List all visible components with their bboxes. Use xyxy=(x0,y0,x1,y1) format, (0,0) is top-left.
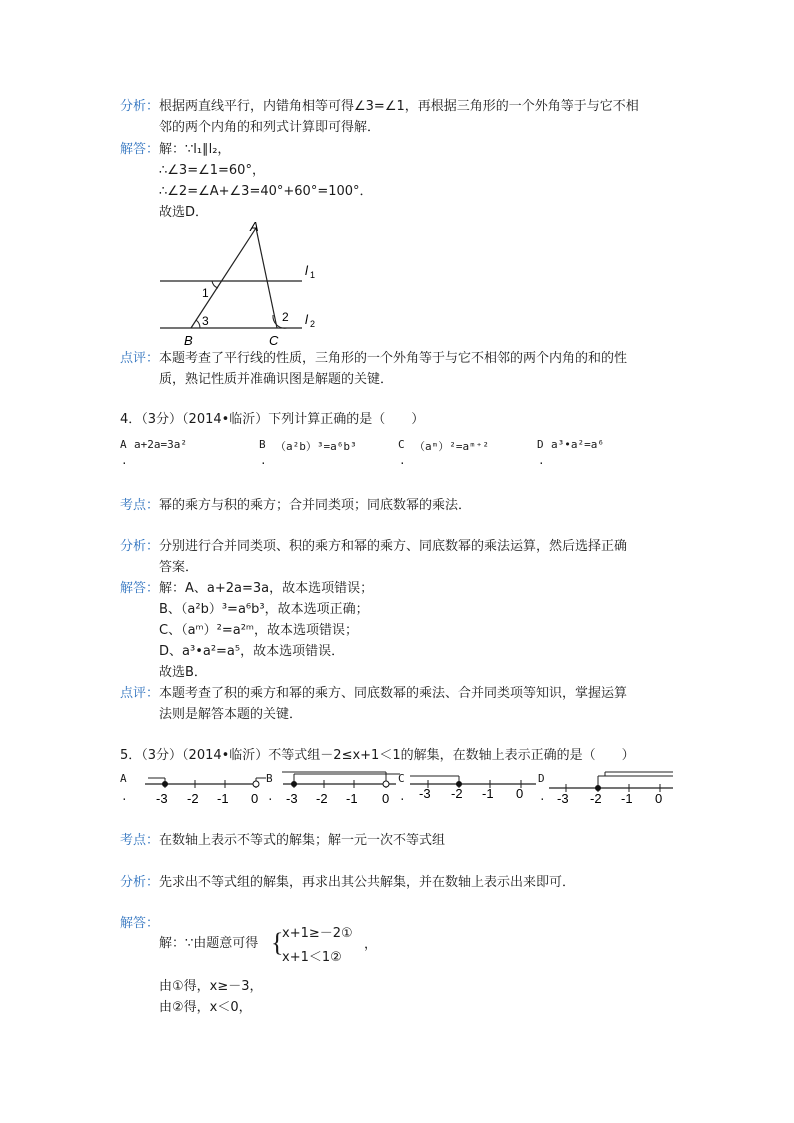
q5-option-b-number-line xyxy=(278,770,402,806)
solution-label: 解答： xyxy=(120,916,160,931)
q4-option-a-text: a+2a=3a² xyxy=(134,438,187,451)
analysis-label: 分析： xyxy=(120,875,160,890)
comment-label: 点评： xyxy=(120,686,160,701)
comment-label: 点评： xyxy=(120,351,160,366)
q5-option-b-dot: . xyxy=(267,790,274,803)
tick-label-neg2: -2 xyxy=(451,786,463,801)
tick-label-neg1: -1 xyxy=(346,791,358,806)
vertex-c-label: C xyxy=(269,333,279,348)
vertex-a-label: A xyxy=(250,219,259,234)
question-5-stem: 5．（3分）（2014•临沂）不等式组－2≤x+1＜1的解集，在数轴上表示正确的是（ ） xyxy=(120,748,635,763)
tick-label-neg1: -1 xyxy=(217,791,229,806)
tick-label-neg1: -1 xyxy=(482,786,494,801)
solution-line1: 解：A、a+2a=3a，故本选项错误； xyxy=(159,581,374,596)
q5-option-b-letter: B xyxy=(266,772,273,785)
comment-line2: 法则是解答本题的关键． xyxy=(159,707,303,722)
comment-line1: 本题考查了积的乘方和幂的乘方、同底数幂的乘法、合并同类项等知识，掌握运算 xyxy=(159,686,628,701)
tick-label-0: 0 xyxy=(516,786,524,801)
parallel-lines-triangle-figure xyxy=(150,218,340,350)
solution-line2: B、（a²b）³=a⁶b³，故本选项正确； xyxy=(159,602,369,617)
solution-line1: 解：∵l₁∥l₂， xyxy=(159,142,231,157)
tick-label-neg1: -1 xyxy=(621,791,633,806)
tick-label-0: 0 xyxy=(251,791,259,806)
q4-option-c-letter: C xyxy=(398,438,405,451)
system-inequality-2: x+1＜1② xyxy=(282,950,342,965)
line-l2-subscript: 2 xyxy=(310,319,316,329)
solution-line3: ∴∠2=∠A+∠3=40°+60°=100°． xyxy=(159,184,373,199)
q5-option-a-letter: A xyxy=(120,772,127,785)
analysis-text-line1: 根据两直线平行，内错角相等可得∠3=∠1，再根据三角形的一个外角等于与它不相 xyxy=(159,99,639,114)
solution-line3: C、（aᵐ）²=a²ᵐ，故本选项错误； xyxy=(159,623,359,638)
solution-line3: 由②得，x＜0， xyxy=(159,1000,252,1015)
vertex-b-label: B xyxy=(184,333,193,348)
solution-line5: 故选B． xyxy=(159,665,207,680)
q4-option-a-dot: . xyxy=(121,454,128,467)
q5-option-d-number-line xyxy=(545,770,675,806)
analysis-text: 先求出不等式组的解集，再求出其公共解集，并在数轴上表示出来即可． xyxy=(159,875,576,890)
q5-option-c-number-line xyxy=(406,770,540,806)
line-l1-label: l xyxy=(305,263,308,278)
tick-label-neg2: -2 xyxy=(316,791,328,806)
q5-option-c-letter: C xyxy=(398,772,405,785)
comment-line1: 本题考查了平行线的性质，三角形的一个外角等于与它不相邻的两个内角的和的性 xyxy=(159,351,628,366)
line-l1-subscript: 1 xyxy=(310,270,316,280)
question-4-stem: 4．（3分）（2014•临沂）下列计算正确的是（ ） xyxy=(120,412,425,427)
angle-1-label: 1 xyxy=(202,286,209,300)
solution-intro: 解：∵由题意可得 xyxy=(159,936,259,951)
angle-3-label: 3 xyxy=(202,314,209,328)
solution-line4: D、a³•a²=a⁵，故本选项错误． xyxy=(159,644,345,659)
analysis-label: 分析： xyxy=(120,539,160,554)
system-inequality-1: x+1≥－2① xyxy=(282,926,353,941)
q5-option-c-dot: . xyxy=(399,790,406,803)
solution-label: 解答： xyxy=(120,581,160,596)
system-comma: ， xyxy=(364,937,378,952)
tick-label-neg3: -3 xyxy=(557,791,569,806)
analysis-text-line2: 答案． xyxy=(159,560,199,575)
kaodian-label: 考点： xyxy=(120,498,160,513)
tick-label-neg3: -3 xyxy=(286,791,298,806)
solution-line2: 由①得，x≥－3， xyxy=(159,979,263,994)
q4-option-b-text: （a²b）³=a⁶b³ xyxy=(275,440,357,453)
q4-option-a-letter: A xyxy=(120,438,127,451)
tick-label-neg2: -2 xyxy=(590,791,602,806)
system-brace: { xyxy=(271,928,284,957)
angle-2-label: 2 xyxy=(282,310,289,324)
q5-option-d-dot: . xyxy=(539,790,546,803)
line-l2-label: l xyxy=(305,312,308,327)
tick-label-neg3: -3 xyxy=(419,786,431,801)
solution-label: 解答： xyxy=(120,142,160,157)
q4-option-d-text: a³•a²=a⁶ xyxy=(551,438,604,451)
analysis-label: 分析： xyxy=(120,99,160,114)
solution-line4: 故选D． xyxy=(159,205,209,220)
kaodian-label: 考点： xyxy=(120,833,160,848)
tick-label-neg3: -3 xyxy=(156,791,168,806)
q4-option-d-letter: D xyxy=(537,438,544,451)
q4-option-b-letter: B xyxy=(259,438,266,451)
q4-option-b-dot: . xyxy=(260,454,267,467)
q5-option-d-letter: D xyxy=(538,772,545,785)
tick-label-0: 0 xyxy=(655,791,663,806)
kaodian-text: 在数轴上表示不等式的解集；解一元一次不等式组 xyxy=(159,833,446,848)
q4-option-c-text: （aᵐ）²=aᵐ⁺² xyxy=(414,440,489,453)
comment-line2: 质，熟记性质并准确识图是解题的关键． xyxy=(159,372,394,387)
analysis-text-line1: 分别进行合并同类项、积的乘方和幂的乘方、同底数幂的乘法运算，然后选择正确 xyxy=(159,539,628,554)
solution-line2: ∴∠3=∠1=60°， xyxy=(159,163,265,178)
q5-option-a-dot: . xyxy=(121,790,128,803)
kaodian-text: 幂的乘方与积的乘方；合并同类项；同底数幂的乘法． xyxy=(159,498,472,513)
tick-label-neg2: -2 xyxy=(187,791,199,806)
q5-option-a-number-line xyxy=(130,770,270,806)
q4-option-d-dot: . xyxy=(538,454,545,467)
q4-option-c-dot: . xyxy=(399,454,406,467)
tick-label-0: 0 xyxy=(382,791,390,806)
analysis-text-line2: 邻的两个内角的和列式计算即可得解． xyxy=(159,120,381,135)
